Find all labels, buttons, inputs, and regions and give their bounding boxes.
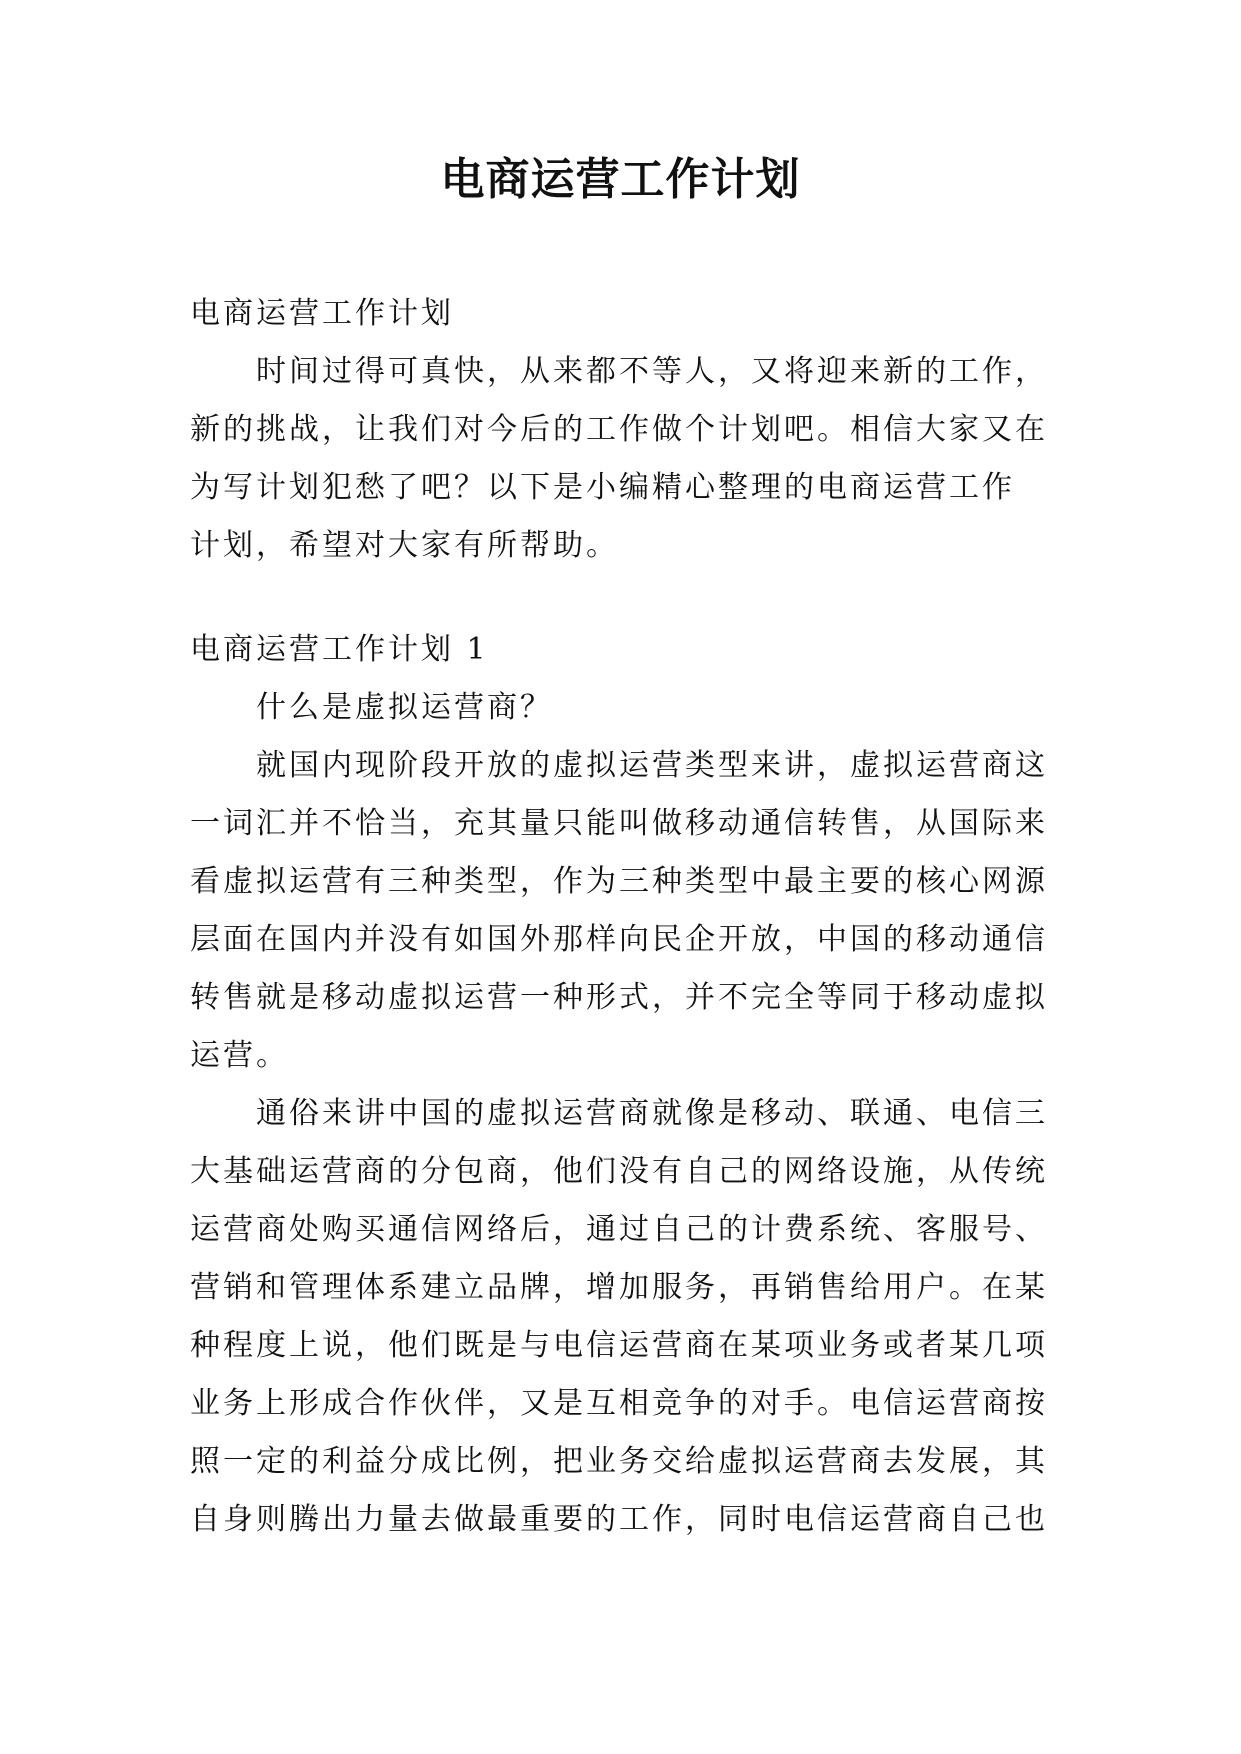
paragraph-line: 自身则腾出力量去做最重要的工作，同时电信运营商自己也 [190,1502,1048,1537]
intro-paragraph [190,343,1060,575]
paragraph-line: 看虚拟运营有三种类型，作为三种类型中最主要的核心网源 [190,864,1048,899]
paragraph-line: 计划，希望对大家有所帮助。 [190,528,619,563]
paragraph-1 [190,737,1060,1085]
paragraph-2 [190,1085,1060,1549]
question-line: 什么是虚拟运营商？ [256,690,553,725]
paragraph-line: 照一定的利益分成比例，把业务交给虚拟运营商去发展，其 [190,1444,1048,1479]
subtitle: 电商运营工作计划 [190,296,454,331]
section-heading: 电商运营工作计划 1 [190,632,489,667]
section-spacer [190,575,1060,621]
paragraph-line: 新的挑战，让我们对今后的工作做个计划吧。相信大家又在 [190,412,1048,447]
document-body [190,285,1060,1549]
paragraph-line: 层面在国内并没有如国外那样向民企开放，中国的移动通信 [190,922,1048,957]
paragraph-line: 运营。 [190,1038,289,1073]
paragraph-line: 一词汇并不恰当，充其量只能叫做移动通信转售，从国际来 [190,806,1048,841]
paragraph-line: 营销和管理体系建立品牌，增加服务，再销售给用户。在某 [190,1270,1048,1305]
paragraph-line: 业务上形成合作伙伴，又是互相竞争的对手。电信运营商按 [190,1386,1048,1421]
paragraph-line: 就国内现阶段开放的虚拟运营类型来讲，虚拟运营商这 [256,748,1048,783]
paragraph-line: 运营商处购买通信网络后，通过自己的计费系统、客服号、 [190,1212,1048,1247]
paragraph-line: 转售就是移动虚拟运营一种形式，并不完全等同于移动虚拟 [190,980,1048,1015]
document-title: 电商运营工作计划 [440,154,801,205]
paragraph-line: 通俗来讲中国的虚拟运营商就像是移动、联通、电信三 [256,1096,1048,1131]
paragraph-line: 大基础运营商的分包商，他们没有自己的网络设施，从传统 [190,1154,1048,1189]
paragraph-line: 为写计划犯愁了吧？以下是小编精心整理的电商运营工作 [190,470,1015,505]
paragraph-line: 种程度上说，他们既是与电信运营商在某项业务或者某几项 [190,1328,1048,1363]
paragraph-line: 时间过得可真快，从来都不等人，又将迎来新的工作， [256,354,1048,389]
